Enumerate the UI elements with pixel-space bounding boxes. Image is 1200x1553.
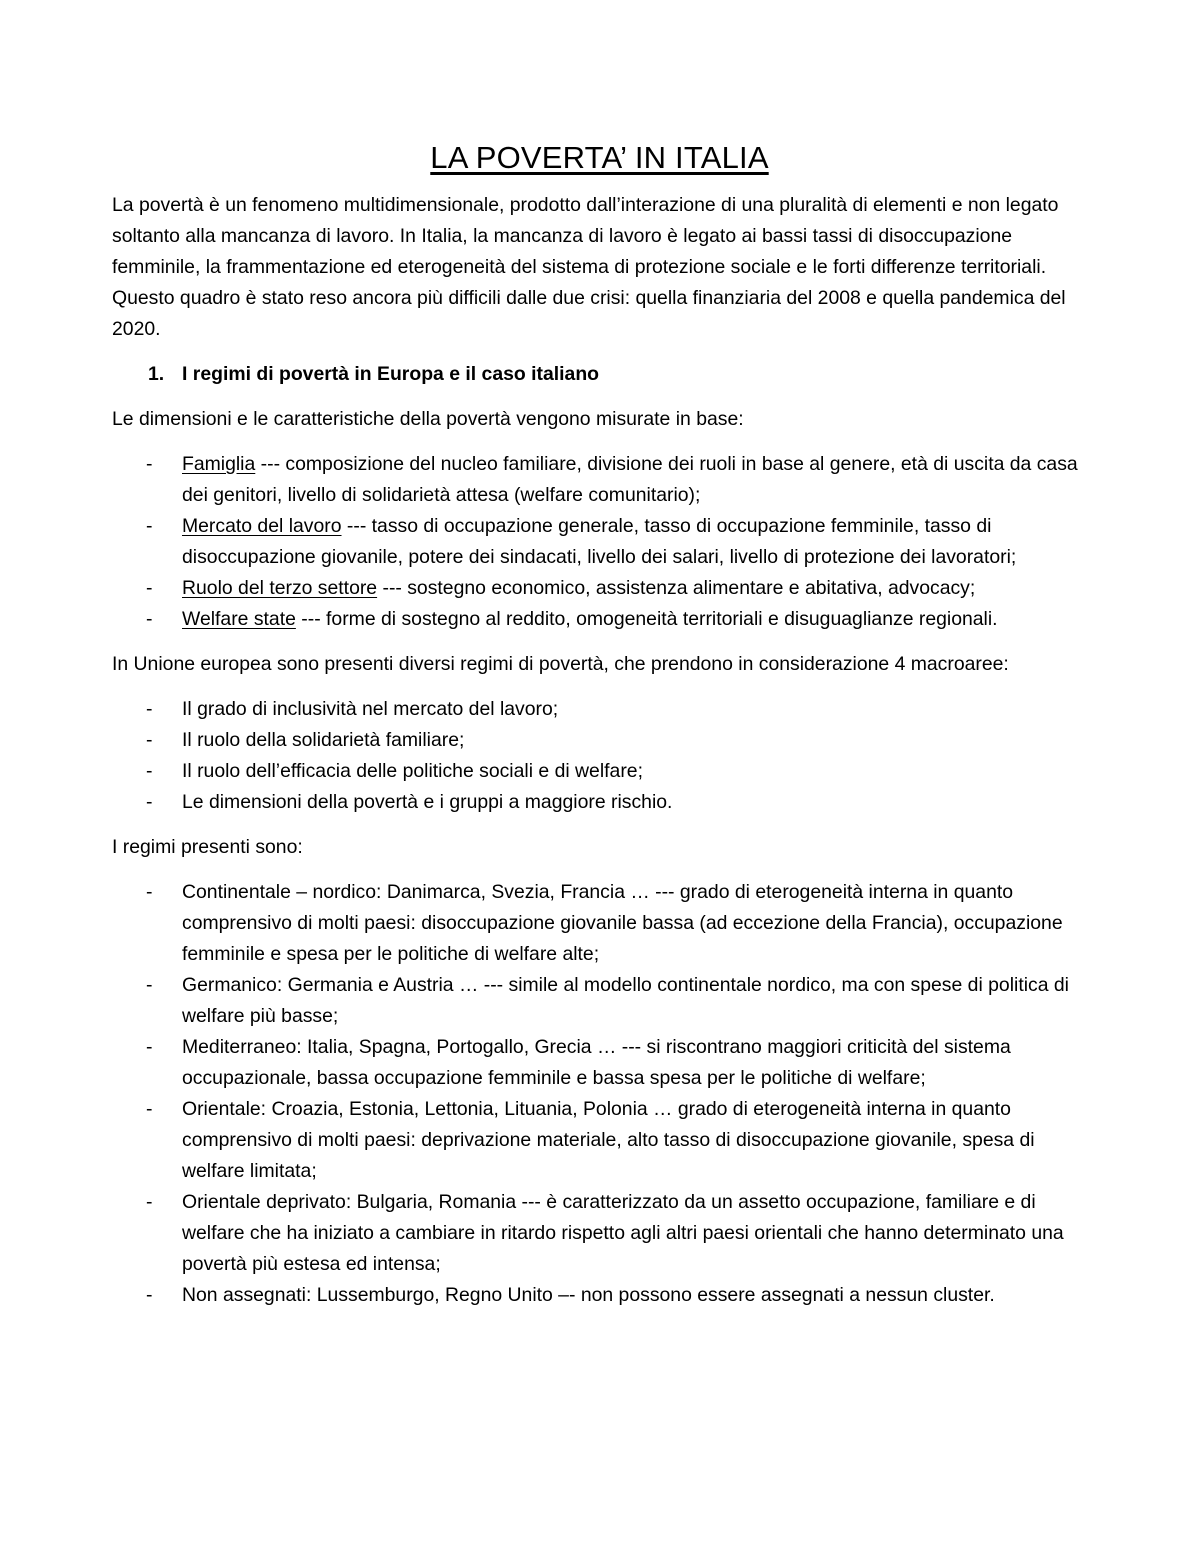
term: Ruolo del terzo settore [182,577,378,599]
regimes-intro: I regimi presenti sono: [112,836,303,858]
dash-bullet: - [146,577,153,599]
dimensions-list [112,449,1087,635]
list-item-text: Il ruolo dell’efficacia delle politiche sociali e di welfare; [182,760,643,782]
dimensions-intro: Le dimensioni e le caratteristiche della povertà vengono misurate in base: [112,408,744,430]
list-item [112,1187,1087,1280]
intro-paragraph: La povertà è un fenomeno multidimensionale, prodotto dall’interazione di una pluralità di elementi e non legato soltanto alla mancanza di lavoro. In Italia, la mancanza di lavoro è legato ai bassi tassi di disoccupazione femminile, la frammentazione ed eterogeneità del sistema di protezione sociale e le forti differenze territoriali. Questo quadro è stato reso ancora più difficili dalle due crisi: quella finanziaria del 2008 e quella pandemica del 2020. [112,194,1066,340]
list-item [112,756,1087,787]
term: Famiglia [182,453,256,475]
dash-bullet: - [146,1191,153,1213]
term-description: --- forme di sostegno al reddito, omogeneità territoriali e disuguaglianze regionali. [295,608,998,630]
list-item [112,694,1087,725]
list-item [112,877,1087,970]
list-item-text: Il ruolo della solidarietà familiare; [182,729,465,751]
dash-bullet: - [146,791,153,813]
dash-bullet: - [146,974,153,996]
dash-bullet: - [146,1098,153,1120]
list-item [112,449,1087,511]
dash-bullet: - [146,881,153,903]
section-title: I regimi di povertà in Europa e il caso italiano [182,363,600,385]
list-item-text: Orientale deprivato: Bulgaria, Romania --- è caratterizzato da un assetto occupazione, familiare e di welfare che ha iniziato a cambiare in ritardo rispetto agli altri paesi orientali che hanno determinato una povertà più estesa ed intensa; [182,1191,1064,1275]
term-description: --- tasso di occupazione generale, tasso di occupazione femminile, tasso di disoccupazione giovanile, potere dei sindacati, livello dei salari, livello di protezione dei lavoratori; [182,515,1017,568]
term: Welfare state [182,608,296,630]
list-item-text: Orientale: Croazia, Estonia, Lettonia, Lituania, Polonia … grado di eterogeneità interna in quanto comprensivo di molti paesi: deprivazione materiale, alto tasso di disoccupazione giovanile, spesa di welfare limitata; [182,1098,1035,1182]
list-item-text: Continentale – nordico: Danimarca, Svezia, Francia … --- grado di eterogeneità interna in quanto comprensivo di molti paesi: disoccupazione giovanile bassa (ad eccezione della Francia), occupazione femminile e spesa per le politiche di welfare alte; [182,881,1063,965]
macroareas-intro: In Unione europea sono presenti diversi regimi di povertà, che prendono in considerazione 4 macroaree: [112,653,1009,675]
list-item-text: Non assegnati: Lussemburgo, Regno Unito –- non possono essere assegnati a nessun cluster. [182,1284,995,1306]
list-item-text: Il grado di inclusività nel mercato del lavoro; [182,698,559,720]
list-item-text: Le dimensioni della povertà e i gruppi a maggiore rischio. [182,791,673,813]
list-item-text: Mediterraneo: Italia, Spagna, Portogallo, Grecia … --- si riscontrano maggiori criticità del sistema occupazionale, bassa occupazione femminile e bassa spesa per le politiche di welfare; [182,1036,1011,1089]
document-page [112,140,1087,1325]
dash-bullet: - [146,453,153,475]
dash-bullet: - [146,760,153,782]
term: Mercato del lavoro [182,515,342,537]
dash-bullet: - [146,515,153,537]
macroareas-list [112,694,1087,818]
list-item [112,1032,1087,1094]
list-item [112,573,1087,604]
list-item [112,970,1087,1032]
section-number: 1. [148,363,165,385]
regimes-list [112,877,1087,1311]
dash-bullet: - [146,729,153,751]
dash-bullet: - [146,698,153,720]
list-item-text: Germanico: Germania e Austria … --- simile al modello continentale nordico, ma con spese di politica di welfare più basse; [182,974,1069,1027]
list-item [112,1280,1087,1311]
dash-bullet: - [146,608,153,630]
term-description: --- sostegno economico, assistenza alimentare e abitativa, advocacy; [377,577,976,599]
list-item [112,604,1087,635]
list-item [112,511,1087,573]
dash-bullet: - [146,1284,153,1306]
page-title: LA POVERTA’ IN ITALIA [430,140,769,175]
dash-bullet: - [146,1036,153,1058]
list-item [112,1094,1087,1187]
term-description: --- composizione del nucleo familiare, divisione dei ruoli in base al genere, età di uscita da casa dei genitori, livello di solidarietà attesa (welfare comunitario); [182,453,1078,506]
list-item [112,787,1087,818]
section-heading [148,359,1087,390]
list-item [112,725,1087,756]
